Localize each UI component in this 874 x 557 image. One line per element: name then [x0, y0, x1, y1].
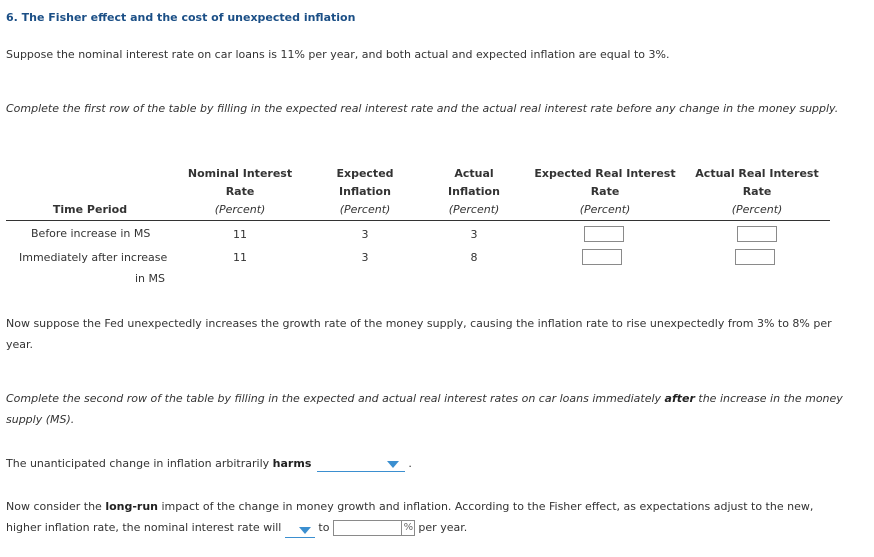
- row2-actual-real-input[interactable]: [735, 249, 775, 265]
- header-expected-real: Expected Real Interest Rate (Percent): [534, 167, 676, 216]
- harms-dropdown[interactable]: [317, 457, 405, 472]
- row2-actual-inflation: 8: [470, 251, 478, 264]
- header-time-period: Time Period: [52, 203, 128, 216]
- row2-expected-real-input[interactable]: [582, 249, 622, 265]
- percent-unit: %: [401, 520, 415, 536]
- row2-period: Immediately after increase: [19, 251, 168, 264]
- page-title: 6. The Fisher effect and the cost of unexpected inflation: [6, 11, 356, 24]
- intro-text: Suppose the nominal interest rate on car loans is 11% per year, and both actual and expected inflation are equal to 3%.: [6, 48, 670, 61]
- nominal-rate-direction-dropdown[interactable]: [285, 523, 315, 538]
- row2-expected-inflation: 3: [361, 251, 369, 264]
- header-expected-inflation: Expected Inflation (Percent): [336, 167, 394, 216]
- row2-period-cont: in MS: [135, 272, 165, 285]
- chevron-down-icon: [387, 461, 399, 468]
- row1-expected-real-input[interactable]: [584, 226, 624, 242]
- header-actual-inflation: Actual Inflation (Percent): [448, 167, 500, 216]
- row1-expected-inflation: 3: [361, 228, 369, 241]
- row1-nominal: 11: [233, 228, 247, 241]
- row1-actual-inflation: 3: [470, 228, 478, 241]
- fed-paragraph: Now suppose the Fed unexpectedly increases the growth rate of the money supply, causing the inflation rate to rise unexpectedly from 3% to 8% per year.: [6, 317, 832, 351]
- header-actual-real: Actual Real Interest Rate (Percent): [695, 167, 819, 216]
- row1-period: Before increase in MS: [31, 227, 151, 240]
- nominal-rate-input[interactable]: [333, 520, 415, 536]
- longrun-paragraph: Now consider the long-run impact of the change in money growth and inflation. According to the Fisher effect, as expectations adjust to the new, higher inflation rate, the nominal interest rate will to % per year.: [6, 496, 846, 538]
- table-divider: [6, 220, 830, 221]
- harms-sentence: The unanticipated change in inflation arbitrarily harms .: [6, 457, 412, 470]
- header-nominal: Nominal Interest Rate (Percent): [187, 167, 293, 216]
- row2-nominal: 11: [233, 251, 247, 264]
- chevron-down-icon: [299, 527, 311, 534]
- row1-actual-real-input[interactable]: [737, 226, 777, 242]
- instruction-row2: Complete the second row of the table by filling in the expected and actual real interest rates on car loans immediately after the increase in the money supply (MS).: [6, 392, 843, 426]
- instruction-row1: Complete the first row of the table by filling in the expected real interest rate and the actual real interest rate before any change in the money supply.: [6, 102, 839, 115]
